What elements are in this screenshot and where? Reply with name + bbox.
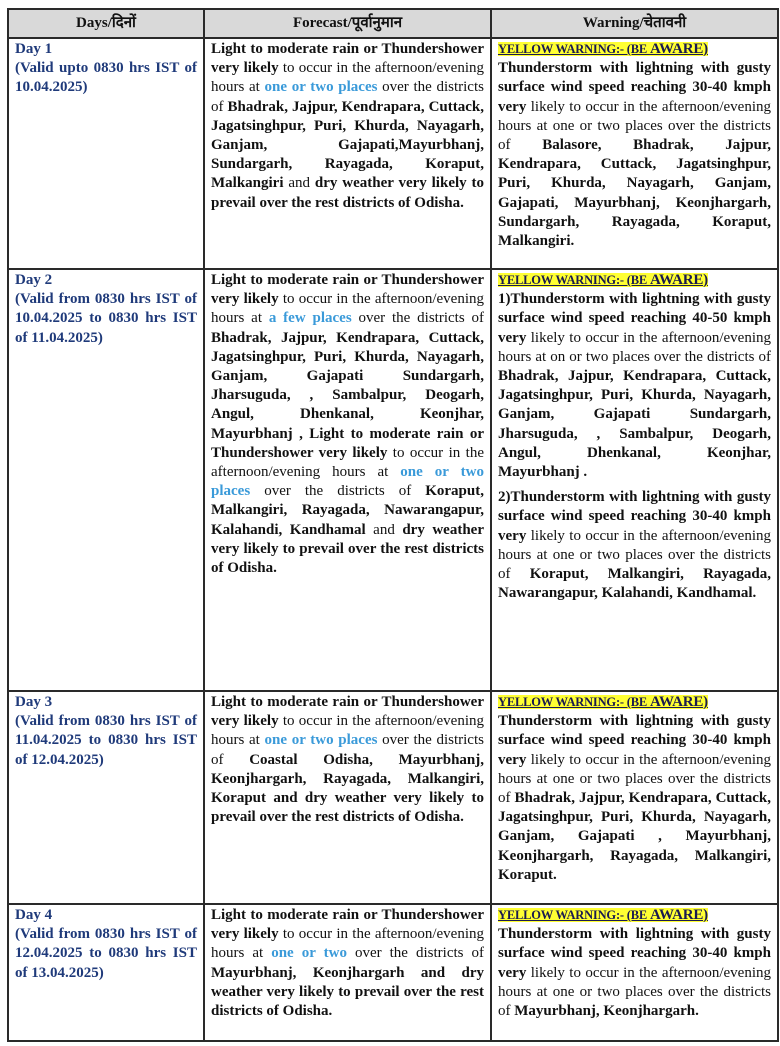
text-segment: likely to occur in the afternoon/evening hours at one or two places over the districts of: [498, 527, 771, 583]
text-segment: Light to moderate rain or Thundershower very likely: [211, 907, 484, 943]
text-segment: dry weather very likely to prevail over the rest districts of Odisha.: [211, 521, 484, 577]
text-segment: Koraput, Malkangiri, Rayagada, Nawarangapur, Kalahandi, Kandhamal.: [498, 566, 771, 602]
text-segment: and: [365, 521, 403, 538]
validity-text: (Valid from 0830 hrs IST of 11.04.2025 to 0830 hrs IST of 12.04.2025): [15, 713, 197, 768]
yellow-warning-badge: [498, 273, 708, 287]
forecast-cell: [204, 38, 491, 269]
text-segment: likely to occur in the afternoon/evening hours at on or two places over the districts of: [498, 329, 771, 365]
text-segment: Bhadrak, Jajpur, Kendrapara, Cuttack, Jagatsinghpur, Puri, Khurda, Nayagarh, Ganjam, Gajapati Sundargarh, Jharsuguda, , Sambalpur, Deogarh, Angul, Dhenkanal, Keonjhar, Mayurbhanj .: [498, 368, 771, 481]
yellow-warning-badge: [498, 42, 708, 56]
warning-prefix: YELLOW WARNING:- (BE: [498, 908, 650, 922]
text-segment: Bhadrak, Jajpur, Kendrapara, Cuttack, Jagatsinghpur, Puri, Khurda, Nayagarh, Ganjam, Gajapati,Mayurbhanj, Sundargarh, Rayagada, Koraput, Malkangiri: [211, 98, 484, 192]
text-segment: 1)Thunderstorm with lightning with gusty surface wind speed reaching 40-50 kmph very: [498, 291, 771, 346]
table-row: [8, 269, 778, 691]
warning-emphasis: AWARE): [649, 41, 708, 57]
text-paragraph: [211, 40, 484, 213]
day-cell: [8, 691, 204, 904]
text-paragraph: [498, 712, 771, 885]
table-row: [8, 691, 778, 904]
text-segment: over the districts of: [351, 310, 484, 327]
text-segment: 2)Thunderstorm with lightning with gusty surface wind speed reaching 30-40 kmph very: [498, 489, 771, 544]
text-paragraph: [498, 290, 771, 482]
warning-emphasis: AWARE): [649, 907, 708, 923]
text-paragraph: [498, 925, 771, 1021]
text-segment: Thunderstorm with lightning with gusty surface wind speed reaching 30-40 kmph very: [498, 713, 771, 768]
warning-prefix: YELLOW WARNING:- (BE: [498, 42, 650, 56]
text-segment: Koraput, Malkangiri, Rayagada, Nawarangapur, Kalahandi, Kandhamal: [211, 483, 484, 538]
day-label: Day 3: [15, 694, 53, 710]
day-label: Day 2: [15, 272, 53, 288]
day-label: Day 1: [15, 41, 53, 57]
text-segment: and: [283, 175, 315, 192]
text-segment: likely to occur in the afternoon/evening hours at one or two places over the districts of: [498, 98, 771, 154]
day-cell: [8, 904, 204, 1041]
warning-cell: [491, 38, 778, 269]
warning-badge-line: [498, 40, 771, 59]
text-segment: Thunderstorm with lightning with gusty surface wind speed reaching 30-40 kmph very: [498, 926, 771, 981]
day-cell: [8, 38, 204, 269]
highlighted-extent-text: one or two: [271, 945, 347, 962]
text-segment: over the districts of: [211, 732, 484, 768]
validity-text: (Valid upto 0830 hrs IST of 10.04.2025): [15, 60, 197, 96]
text-paragraph: [211, 693, 484, 827]
validity-text: (Valid from 0830 hrs IST of 12.04.2025 to 0830 hrs IST of 13.04.2025): [15, 926, 197, 981]
text-paragraph: [498, 488, 771, 603]
header-days: Days/दिनों: [8, 9, 204, 38]
highlighted-extent-text: one or two places: [264, 79, 378, 96]
warning-cell: [491, 691, 778, 904]
validity-text: (Valid from 0830 hrs IST of 10.04.2025 to 0830 hrs IST of 11.04.2025): [15, 291, 197, 346]
warning-badge-line: [498, 271, 771, 290]
forecast-warning-table: [7, 8, 779, 1042]
text-segment: likely to occur in the afternoon/evening hours at one or two places over the districts of: [498, 751, 771, 807]
day-cell: [8, 269, 204, 691]
header-warning: Warning/चेतावनी: [491, 9, 778, 38]
warning-cell: [491, 904, 778, 1041]
text-segment: to occur in the afternoon/evening hours at: [211, 291, 484, 327]
warning-prefix: YELLOW WARNING:- (BE: [498, 695, 650, 709]
warning-prefix: YELLOW WARNING:- (BE: [498, 273, 650, 287]
forecast-cell: [204, 269, 491, 691]
warning-cell: [491, 269, 778, 691]
text-segment: to occur in the afternoon/evening hours at: [211, 713, 484, 749]
text-segment: over the districts of: [346, 945, 484, 962]
forecast-cell: [204, 691, 491, 904]
forecast-cell: [204, 904, 491, 1041]
text-segment: Balasore, Bhadrak, Jajpur, Kendrapara, Cuttack, Jagatsinghpur, Puri, Khurda, Nayagarh, Ganjam, Gajapati, Mayurbhanj, Keonjhargarh, Sundargarh, Rayagada, Koraput, Malkangiri.: [498, 137, 771, 250]
text-paragraph: [211, 271, 484, 578]
text-segment: over the districts of: [211, 79, 484, 115]
text-segment: over the districts of: [250, 483, 426, 500]
text-paragraph: [498, 59, 771, 251]
warning-emphasis: AWARE): [649, 272, 708, 288]
warning-badge-line: [498, 693, 771, 712]
highlighted-extent-text: a few places: [268, 310, 352, 327]
warning-badge-line: [498, 906, 771, 925]
table-row: [8, 904, 778, 1041]
text-segment: Light to moderate rain or Thundershower very likely: [211, 272, 484, 308]
text-segment: Coastal Odisha, Mayurbhanj, Keonjhargarh, Rayagada, Malkangiri, Koraput and dry weather very likely to prevail over the rest districts of Odisha.: [211, 751, 485, 826]
text-segment: Thunderstorm with lightning with gusty surface wind speed reaching 30-40 kmph very: [498, 60, 771, 115]
header-forecast: Forecast/पूर्वानुमान: [204, 9, 491, 38]
text-paragraph: [211, 906, 484, 1021]
text-segment: to occur in the afternoon/evening hours at: [211, 60, 484, 96]
text-segment: likely to occur in the afternoon/evening hours at one or two places over the districts of: [498, 964, 771, 1020]
text-segment: Bhadrak, Jajpur, Kendrapara, Cuttack, Jagatsinghpur, Puri, Khurda, Nayagarh, Ganjam, Gajapati Sundargarh, Jharsuguda, , Sambalpur, Deogarh, Angul, Dhenkanal, Keonjhar, Mayurbhanj , Light to moderate rain or Thundershower very likely: [211, 329, 484, 461]
text-segment: Light to moderate rain or Thundershower very likely: [211, 694, 484, 730]
text-segment: to occur in the afternoon/evening hours at: [211, 444, 484, 481]
text-segment: to occur in the afternoon/evening hours at: [211, 926, 484, 962]
text-segment: Bhadrak, Jajpur, Kendrapara, Cuttack, Jagatsinghpur, Puri, Khurda, Nayagarh, Ganjam, Gajapati , Mayurbhanj, Keonjhargarh, Rayagada, Malkangiri, Koraput.: [498, 790, 771, 883]
header-row: [8, 9, 778, 38]
yellow-warning-badge: [498, 695, 708, 709]
highlighted-extent-text: one or two places: [211, 464, 484, 500]
highlighted-extent-text: one or two places: [264, 732, 378, 749]
table-row: [8, 38, 778, 269]
day-label: Day 4: [15, 907, 53, 923]
text-segment: Mayurbhanj, Keonjhargarh.: [514, 1003, 699, 1020]
text-segment: Mayurbhanj, Keonjhargarh and dry weather very likely to prevail over the rest districts of Odisha.: [211, 964, 484, 1020]
text-segment: Light to moderate rain or Thundershower very likely: [211, 41, 484, 77]
yellow-warning-badge: [498, 908, 708, 922]
warning-emphasis: AWARE): [649, 694, 708, 710]
text-segment: dry weather very likely to prevail over the rest districts of Odisha.: [211, 175, 484, 211]
